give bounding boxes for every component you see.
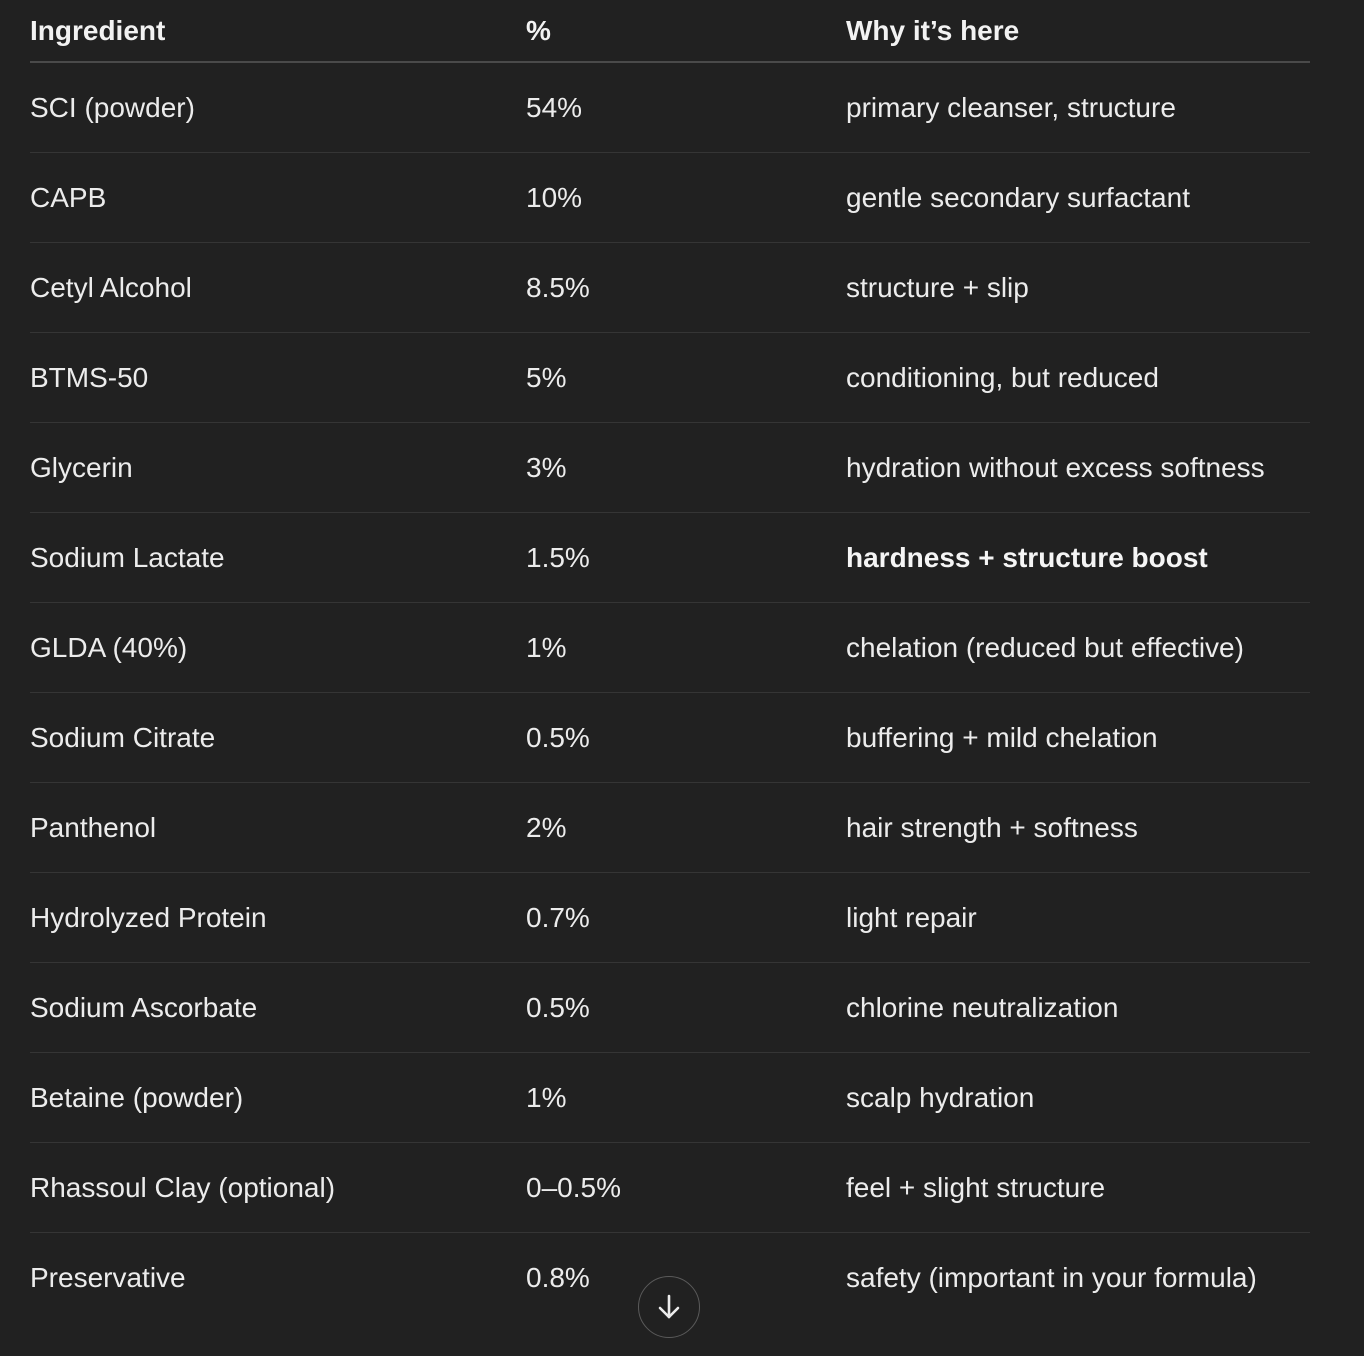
table-row bbox=[30, 783, 1310, 873]
cell-why: structure + slip bbox=[846, 243, 1310, 333]
cell-percent: 1% bbox=[526, 1053, 846, 1143]
table-row bbox=[30, 603, 1310, 693]
cell-percent: 0.5% bbox=[526, 963, 846, 1053]
cell-ingredient: Preservative bbox=[30, 1261, 186, 1293]
cell-percent: 54% bbox=[526, 62, 846, 153]
cell-why: light repair bbox=[846, 873, 1310, 963]
cell-ingredient: CAPB bbox=[30, 153, 526, 243]
cell-ingredient: Sodium Ascorbate bbox=[30, 963, 526, 1053]
cell-percent: 0–0.5% bbox=[526, 1143, 846, 1233]
cell-why: scalp hydration bbox=[846, 1053, 1310, 1143]
scroll-to-bottom-button[interactable] bbox=[638, 1276, 700, 1338]
cell-why: safety (important in your formula) bbox=[846, 1261, 1257, 1293]
cell-ingredient: Hydrolyzed Protein bbox=[30, 873, 526, 963]
table-row bbox=[30, 333, 1310, 423]
cell-why: chlorine neutralization bbox=[846, 963, 1310, 1053]
table-row bbox=[30, 1143, 1310, 1233]
cell-why: chelation (reduced but effective) bbox=[846, 603, 1310, 693]
cell-why: feel + slight structure bbox=[846, 1143, 1310, 1233]
cell-ingredient: GLDA (40%) bbox=[30, 603, 526, 693]
cell-ingredient: Glycerin bbox=[30, 423, 526, 513]
cell-percent: 1.5% bbox=[526, 513, 846, 603]
table-row bbox=[30, 153, 1310, 243]
cell-percent: 10% bbox=[526, 153, 846, 243]
header-ingredient: Ingredient bbox=[30, 0, 526, 62]
ingredient-table bbox=[30, 0, 1310, 1322]
ingredient-table-container bbox=[30, 0, 1310, 1322]
cell-ingredient: Betaine (powder) bbox=[30, 1053, 526, 1143]
table-row bbox=[30, 693, 1310, 783]
cell-why: gentle secondary surfactant bbox=[846, 153, 1310, 243]
cell-percent: 5% bbox=[526, 333, 846, 423]
table-row bbox=[30, 873, 1310, 963]
cell-ingredient: Cetyl Alcohol bbox=[30, 243, 526, 333]
cell-percent: 1% bbox=[526, 603, 846, 693]
cell-ingredient: Panthenol bbox=[30, 783, 526, 873]
cell-percent: 2% bbox=[526, 783, 846, 873]
table-row bbox=[30, 423, 1310, 513]
header-why: Why it’s here bbox=[846, 0, 1310, 62]
cell-why: conditioning, but reduced bbox=[846, 333, 1310, 423]
arrow-down-icon bbox=[654, 1292, 684, 1322]
cell-why: primary cleanser, structure bbox=[846, 62, 1310, 153]
cell-why-bold: hardness + structure boost bbox=[846, 513, 1310, 603]
cell-ingredient: SCI (powder) bbox=[30, 62, 526, 153]
cell-why: buffering + mild chelation bbox=[846, 693, 1310, 783]
cell-percent: 3% bbox=[526, 423, 846, 513]
cell-ingredient: Sodium Lactate bbox=[30, 513, 526, 603]
cell-why: hydration without excess softness bbox=[846, 423, 1310, 513]
cell-percent: 0.8% bbox=[526, 1261, 590, 1293]
cell-percent: 8.5% bbox=[526, 243, 846, 333]
cell-percent: 0.7% bbox=[526, 873, 846, 963]
cell-ingredient: Rhassoul Clay (optional) bbox=[30, 1143, 526, 1233]
table-row bbox=[30, 963, 1310, 1053]
cell-ingredient: BTMS-50 bbox=[30, 333, 526, 423]
table-row bbox=[30, 1053, 1310, 1143]
header-percent: % bbox=[526, 0, 846, 62]
cell-why: hair strength + softness bbox=[846, 783, 1310, 873]
table-row bbox=[30, 62, 1310, 153]
cell-ingredient: Sodium Citrate bbox=[30, 693, 526, 783]
table-header-row bbox=[30, 0, 1310, 62]
cell-percent: 0.5% bbox=[526, 693, 846, 783]
table-row bbox=[30, 243, 1310, 333]
table-row bbox=[30, 513, 1310, 603]
